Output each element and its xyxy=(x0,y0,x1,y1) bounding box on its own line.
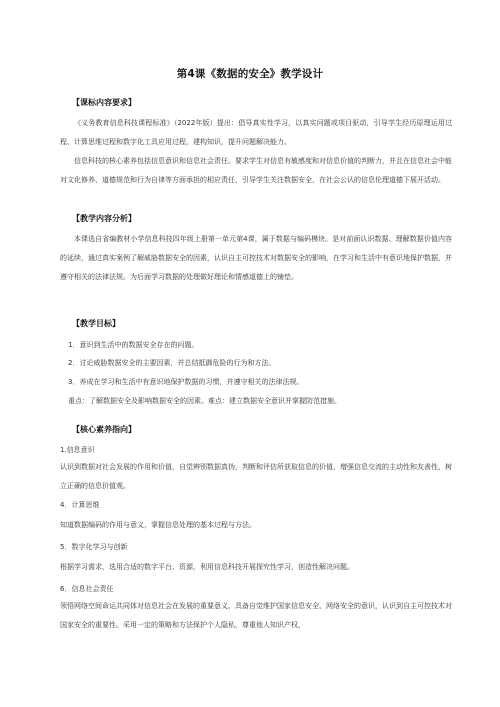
curriculum-para-1: 《义务教育信息科技课程标准》（2022年版）提出：倡导真实性学习，以真实问题或项目驱动，引导学生经历原理运用过程、计算思维过程和数字化工具应用过程，建构知识，提升问题解决能力。 xyxy=(60,119,452,146)
analysis-heading: 【教学内容分析】 xyxy=(72,214,136,223)
core-heading: 【核心素养指向】 xyxy=(72,425,136,434)
goal-item-1: 1．意识到生活中的数据安全存在的问题。 xyxy=(68,341,199,349)
curriculum-para-2: 信息科技的核心素养包括信息意识和信息社会责任。要求学生对信息有敏感度和对信息价值的判断力，并且在信息社会中能对文化修养、道德规范和行为自律等方面承担的相应责任，引导学生关注数据安全，在社会公认的信息伦理道德下展开活动。 xyxy=(60,157,452,184)
core-item-4-text: 领悟网络空间命运共同体对信息社会在发展的重要意义，具备自觉维护国家信息安全、网络安全的意识，认识到自主可控技术对国家安全的重要性。采用一定的策略和方法保护个人隐私，尊重他人知识产权， xyxy=(60,602,452,629)
core-item-3-text: 根据学习需求，选用合适的数字平台、资源，利用信息科技开展探究性学习，创造性解决问题。 xyxy=(60,563,354,571)
curriculum-heading: 【课标内容要求】 xyxy=(72,98,136,107)
goal-item-2: 2．讨论威胁数据安全的主要因素，并总结抵御危险的行为和方法。 xyxy=(68,359,276,367)
analysis-para: 本课选自省编教材小学信息科技四年级上册第一单元第4课，属于数据与编码模块。是对前面认识数据、理解数据价值内容的延续，通过真实案例了解威胁数据安全的因素，认识自主可控技术对数据安全的影响，在学习和生活中有意识地保护数据，并遵守相关的法律法规。为后面学习数据的处理做好理论和情感道德上的铺垫。 xyxy=(60,235,452,281)
core-item-4-title: 6．信息社会责任 xyxy=(60,585,114,593)
page-title: 第4课《数据的安全》教学设计 xyxy=(176,68,324,80)
goal-item-3: 3．养成在学习和生活中有意识地保护数据的习惯，并遵守相关的法律法规。 xyxy=(68,378,304,386)
core-item-3-title: 5．数字化学习与创新 xyxy=(60,543,128,551)
goals-heading: 【教学目标】 xyxy=(72,319,120,328)
core-item-2-title: 4．计算思维 xyxy=(60,501,100,509)
core-item-1-title: 1.信息意识 xyxy=(60,446,95,454)
core-item-2-text: 知道数据编码的作用与意义，掌握信息处理的基本过程与方法。 xyxy=(60,521,256,529)
goals-focus: 重点：了解数据安全及影响数据安全的因素。难点：建立数据安全意识并掌握防范措施。 xyxy=(68,397,341,405)
core-item-1-text: 认识到数据对社会发展的作用和价值，自觉辨别数据真伪，判断和评估所获取信息的价值，增强信息交流的主动性和友善性，树立正确的信息价值观。 xyxy=(60,463,452,490)
